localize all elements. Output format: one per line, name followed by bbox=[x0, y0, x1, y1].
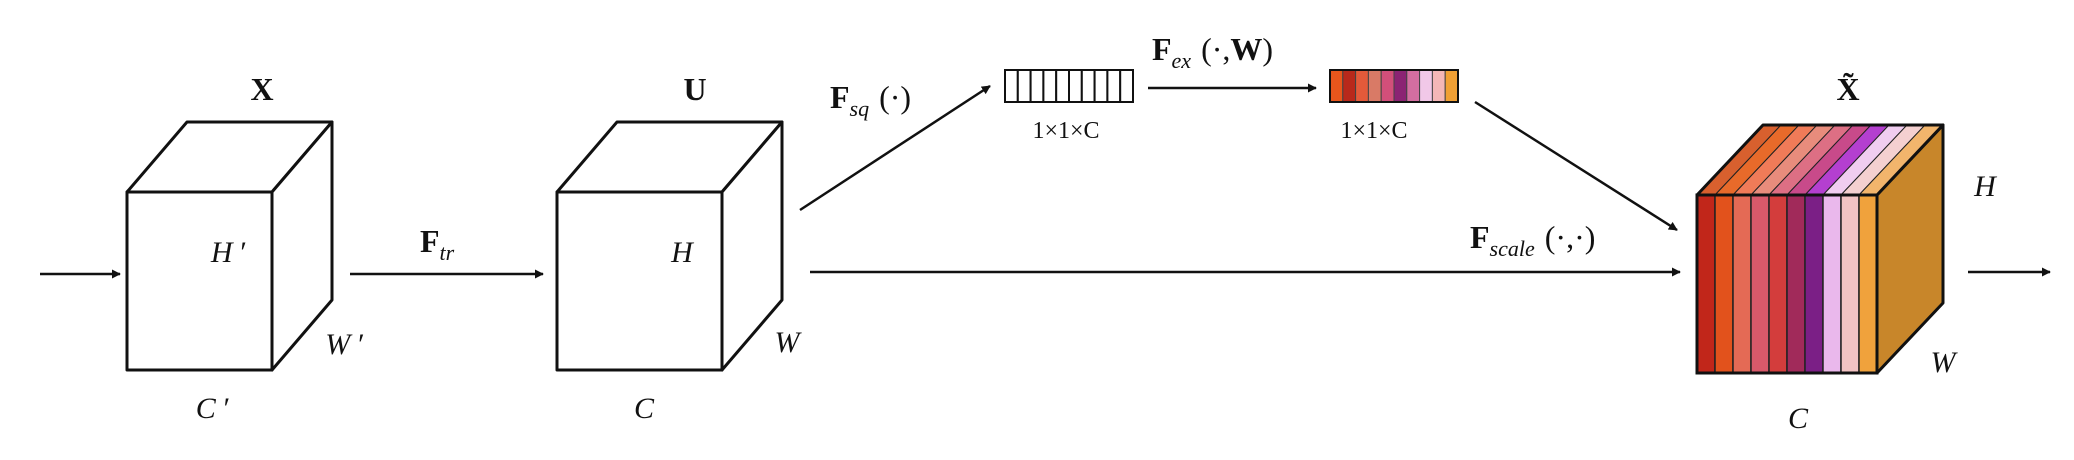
tensor-u-width: W bbox=[774, 326, 800, 359]
squeeze-label: $F_{sq}$ (·) bbox=[830, 79, 912, 121]
squeezed-vector bbox=[1005, 70, 1133, 102]
excited-vector-cell bbox=[1330, 70, 1343, 102]
squeezed-vector-cell bbox=[1018, 70, 1031, 102]
output-channel-slice bbox=[1751, 195, 1769, 373]
excitation-label: $F_{ex}$ (·,W) bbox=[1152, 31, 1274, 73]
squeezed-vector-size: 1×1×C bbox=[1032, 118, 1100, 144]
output-channel-slice bbox=[1733, 195, 1751, 373]
squeezed-vector-cell bbox=[1107, 70, 1120, 102]
excited-vector-cell bbox=[1381, 70, 1394, 102]
output-channel-slice bbox=[1823, 195, 1841, 373]
tensor-x-tilde-cube bbox=[1697, 125, 1943, 373]
excited-vector-cell bbox=[1420, 70, 1433, 102]
output-channel-slice bbox=[1787, 195, 1805, 373]
squeezed-vector-cell bbox=[1095, 70, 1108, 102]
squeezed-vector-cell bbox=[1082, 70, 1095, 102]
tensor-u-channels: C bbox=[633, 392, 655, 425]
excitation-to-scale-arrow bbox=[1475, 102, 1677, 230]
tensor-x-height: H ′ bbox=[210, 236, 246, 269]
tensor-u-height: H bbox=[671, 236, 693, 269]
excited-vector-cell bbox=[1343, 70, 1356, 102]
excited-vector-cell bbox=[1368, 70, 1381, 102]
squeezed-vector-cell bbox=[1056, 70, 1069, 102]
tensor-x-tilde-height: H bbox=[1974, 170, 1996, 203]
tensor-u-cube bbox=[557, 122, 782, 370]
squeezed-vector-cell bbox=[1005, 70, 1018, 102]
excited-vector bbox=[1330, 70, 1458, 102]
transform-label: $F_{tr}$ bbox=[420, 223, 455, 265]
scale-label: $F_{scale}$ (·,·) bbox=[1470, 219, 1596, 261]
tensor-x-label: X bbox=[250, 71, 274, 107]
squeezed-vector-cell bbox=[1031, 70, 1044, 102]
squeezed-vector-cell bbox=[1120, 70, 1133, 102]
squeezed-vector-cell bbox=[1069, 70, 1082, 102]
tensor-x-tilde-channels: C bbox=[1787, 402, 1809, 435]
excited-vector-cell bbox=[1356, 70, 1369, 102]
tensor-x-tilde-label: X̃ bbox=[1836, 71, 1860, 107]
excited-vector-cell bbox=[1445, 70, 1458, 102]
output-channel-slice bbox=[1841, 195, 1859, 373]
excited-vector-cell bbox=[1394, 70, 1407, 102]
excited-vector-cell bbox=[1432, 70, 1445, 102]
squeezed-vector-cell bbox=[1043, 70, 1056, 102]
tensor-x-tilde-width: W bbox=[1930, 346, 1956, 379]
output-channel-slice bbox=[1805, 195, 1823, 373]
tensor-x-channels: C ′ bbox=[195, 392, 229, 425]
output-channel-slice bbox=[1859, 195, 1877, 373]
output-channel-slice bbox=[1769, 195, 1787, 373]
excited-vector-cell bbox=[1407, 70, 1420, 102]
tensor-x-width: W ′ bbox=[325, 328, 363, 361]
output-channel-slice bbox=[1715, 195, 1733, 373]
tensor-u-label: U bbox=[683, 71, 707, 107]
excited-vector-size: 1×1×C bbox=[1340, 118, 1408, 144]
output-channel-slice bbox=[1697, 195, 1715, 373]
